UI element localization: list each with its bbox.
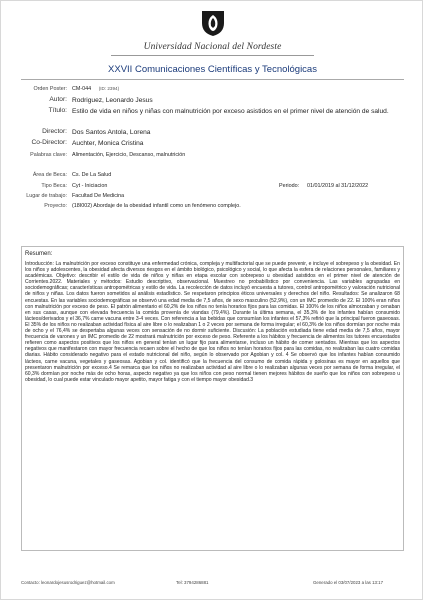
footer-generated: Generado el 03/07/2023 a las 13:17 (313, 580, 384, 585)
periodo-value: 01/01/2019 al 31/12/2022 (307, 183, 369, 189)
tipo-label: Tipo Beca: (41, 183, 67, 189)
footer-tel: Tel: 3794286881 (176, 580, 209, 585)
palabras-value: Alimentación, Ejercicio, Descanso, malnutrición (72, 152, 186, 158)
resumen-text: Introducción: La malnutrición por exceso constituye una enfermedad crónica, compleja y multifactorial que se puede prevenir, e incluye el sobrepeso y la obesidad. En los niños y adolescentes, la obesidad afecta diversos riesgos en el ámbito biológico, psicológico y social, lo que afecta la esfera de relaciones personales, familiares y académicas. Objetivo: describir el estilo de vida de niños y niñas en etapa escolar con sobrepeso u obesidad asistidos en el primer nivel de atención de Corrientes.2022. Materiales y métodos: Estudio descriptivo, observacional. Muestreo no probabilístico por conveniencia. Las variables agrupadas en sociodemográficas; características antropométricas y estilo de vida. La recolección de datos incluyó encuesta a tutores, control antropométrico y valoración nutricional de niños y niñas. Los datos fueron sometidos al análisis estadístico. Se respetaron principios éticos universales y derechos del niño. Resultados: Se analizaron 68 encuestas. En las variables sociodemográficas se observó una edad media de 7,5 años, de sexo masculino (52,9%), con un IMC promedio de 22. El 100% eran niños con malnutrición por exceso de peso. El patrón alimentario el 60,2% de los niños no tenía horarios fijos para las comidas. El 100% de los niños almorzaban y cenaban en sus casas, aunque con elevada frecuencia la comida provenía de viandas (79,4%). Durante la última semana, el 35,3% de los infantes habían consumido lácteos/derivados y el 36,7% carne vacuna entre 3-4 veces. Con referencia a las bebidas que consumían los infantes el 57,3% refirió que la principal fueron gaseosas. El 35% de los niños no realizaban actividad física al aire libre o lo realizaban 1 o 2 veces por semana de forma irregular; el 60,3% de los niños dormían por noche más de ocho y el 76,4% se despertaba algunas veces con sensación de no dormir suficiente. Discusión: La población estudiada tiene edad media de 7,5 años, mayor frecuencia de varones y un IMC promedio de 22 mostrará malnutrición por exceso de peso. Referente a los hábitos y frecuencia de alimentos los tutores encuestados refieren como aspectos positivos que los niños en general tenían un lugar fijo para alimentarse, incluso un hábito de comer sentados. Mientras que los aspectos negativos que manifestaron con mayor frecuencia recaen sobre el hecho de que los niños no tenían horarios fijos para las comidas, no realizaban las cuatro comidas diarias. Hábito considerado negativo para el estado nutricional del niño, según lo observado por Agobian y col. 4 Se observó que los infantes habían consumido lácteos, carne vacuna, vegetales y gaseosas. Agobian y col. identificó que la frecuencia del consumo de comida rápida y golosinas es mayor en aquellos que presentaron malnutrición por exceso.4 Se remarca que los niños no realizaban actividad al aire libre o lo realizaban algunas veces por semana de forma irregular, el 60,3% dormían por noche más de ocho horas, aspecto negativo ya que los niños con peso normal tienen mejores hábitos de sueño que los niños con sobrepeso u obesidad, lo cual puede estar vinculado mayor apetito, mayor fatiga y con el tiempo mayor obesidad.3 (25, 261, 400, 383)
autor-value: Rodriguez, Leonardo Jesus (72, 97, 153, 104)
header-divider (111, 55, 314, 56)
tipo-value: Cyt - Iniciacion (72, 183, 108, 189)
area-value: Cs. De La Salud (72, 172, 112, 178)
director-label: Director: (42, 128, 67, 135)
proyecto-label: Proyecto: (44, 203, 67, 209)
resumen-box (21, 246, 404, 551)
codirector-value: Auchter, Monica Cristina (72, 140, 144, 147)
orden-label: Orden Poster: (33, 86, 67, 92)
proyecto-value: (18I002) Abordaje de la obesidad infantil como un fenómeno complejo. (72, 203, 241, 209)
orden-code: CM-044 (72, 86, 92, 92)
orden-id: (ID: 2394) (98, 86, 120, 91)
conference-divider (21, 79, 404, 80)
lugar-label: Lugar de trabajo: (26, 193, 67, 199)
director-value: Dos Santos Antola, Lorena (72, 129, 151, 136)
orden-value (72, 86, 119, 92)
codirector-label: Co-Director: (31, 139, 67, 146)
autor-label: Autor: (49, 96, 67, 103)
titulo-value: Estilo de vida en niños y niñas con malnutrición por exceso asistidos en el primer nivel de atención de salud. (72, 108, 389, 115)
resumen-title: Resumen: (25, 251, 53, 257)
university-name: Universidad Nacional del Nordeste (143, 42, 282, 52)
area-label: Área de Beca: (32, 172, 67, 178)
palabras-label: Palabras clave: (30, 152, 67, 158)
footer-contact: Contacto: leonardojesusrodriguez@hotmail.com (21, 580, 115, 585)
university-logo-icon (200, 9, 226, 37)
periodo-label: Periodo: (279, 183, 300, 189)
titulo-label: Título: (48, 107, 67, 114)
conference-title: XXVII Comunicaciones Científicas y Tecnológicas (108, 64, 317, 75)
lugar-value: Facultad De Medicina (72, 193, 125, 199)
